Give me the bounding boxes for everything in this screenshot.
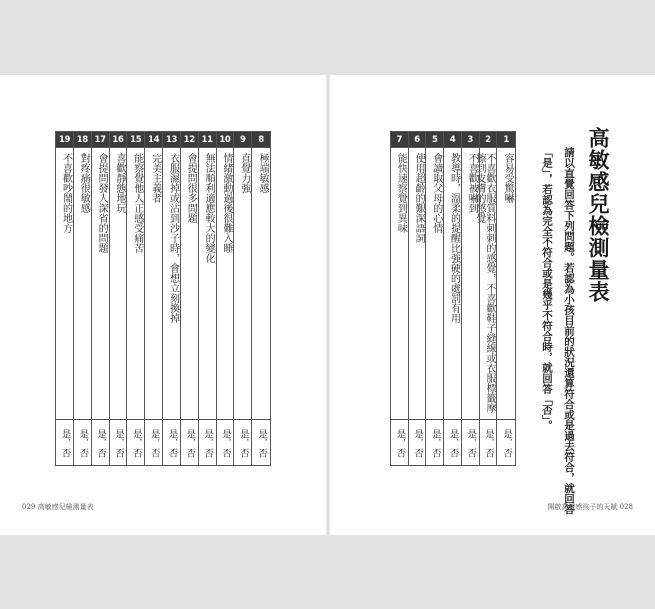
question-column bbox=[181, 132, 199, 465]
yes-no-option[interactable]: 是．否 bbox=[145, 419, 162, 461]
question-column bbox=[92, 132, 110, 465]
question-number: 5 bbox=[426, 132, 443, 148]
right-question-table bbox=[390, 131, 516, 466]
question-number: 4 bbox=[444, 132, 461, 148]
question-number: 17 bbox=[92, 132, 109, 148]
question-number: 11 bbox=[199, 132, 216, 148]
question-column bbox=[252, 132, 270, 465]
question-text: 能快速察覺到異味 bbox=[395, 153, 407, 233]
question-text: 容易受驚嚇 bbox=[502, 153, 514, 203]
question-column bbox=[426, 132, 444, 465]
question-number: 10 bbox=[217, 132, 234, 148]
yes-no-option[interactable]: 是．否 bbox=[444, 419, 461, 461]
yes-no-option[interactable]: 是．否 bbox=[127, 419, 144, 461]
yes-no-option[interactable]: 是．否 bbox=[110, 419, 127, 461]
question-number: 13 bbox=[163, 132, 180, 148]
question-text: 不喜歡被嚇到 bbox=[466, 153, 478, 213]
yes-no-option[interactable]: 是．否 bbox=[426, 419, 443, 461]
yes-no-option[interactable]: 是．否 bbox=[409, 419, 426, 461]
yes-no-option[interactable]: 是．否 bbox=[391, 419, 408, 461]
question-number: 18 bbox=[74, 132, 91, 148]
question-column bbox=[74, 132, 92, 465]
question-number: 7 bbox=[391, 132, 408, 148]
question-text: 對疼痛很敏感 bbox=[78, 153, 90, 213]
question-number: 6 bbox=[409, 132, 426, 148]
question-number: 16 bbox=[110, 132, 127, 148]
question-number: 19 bbox=[56, 132, 73, 148]
question-number: 9 bbox=[234, 132, 251, 148]
yes-no-option[interactable]: 是．否 bbox=[462, 419, 479, 461]
yes-no-option[interactable]: 是．否 bbox=[74, 419, 91, 461]
question-column bbox=[473, 132, 498, 465]
question-column bbox=[409, 132, 427, 465]
question-number: 2 bbox=[480, 132, 497, 148]
question-text: 喜歡靜態地玩 bbox=[113, 153, 125, 213]
yes-no-option[interactable]: 是．否 bbox=[217, 419, 234, 461]
question-number: 8 bbox=[252, 132, 270, 148]
yes-no-option[interactable]: 是．否 bbox=[92, 419, 109, 461]
question-column bbox=[234, 132, 252, 465]
question-text: 會提問發人深省的問題 bbox=[96, 153, 108, 253]
question-number: 3 bbox=[462, 132, 479, 148]
question-text: 會提問很多問題 bbox=[185, 153, 197, 223]
question-text: 不喜歡吵鬧的地方 bbox=[60, 153, 72, 233]
yes-no-option[interactable]: 是．否 bbox=[181, 419, 198, 461]
question-text: 情緒激動過後很難入睡 bbox=[220, 153, 232, 253]
left-question-table bbox=[55, 131, 271, 466]
question-text: 直覺力強 bbox=[238, 153, 250, 193]
question-text: 教導時，溫柔的提醒比強硬的處罰有用 bbox=[448, 153, 460, 323]
question-text: 會讀取父母的心情 bbox=[430, 153, 442, 233]
question-column bbox=[217, 132, 235, 465]
question-column bbox=[444, 132, 462, 465]
question-text: 能察覺他人正感受痛苦 bbox=[131, 153, 143, 253]
question-text: 完美主義者 bbox=[149, 153, 161, 203]
question-text: 極端敏感 bbox=[257, 153, 269, 193]
question-number: 14 bbox=[145, 132, 162, 148]
instruction-line-2: 「是」，若認為完全不符合或是幾乎不符合時，就回答「否」。 bbox=[541, 147, 553, 431]
right-page-footer: 開啟高敏感孩子的天賦 028 bbox=[547, 503, 633, 511]
yes-no-option[interactable]: 是．否 bbox=[199, 419, 216, 461]
question-text: 不喜歡衣服質料刺刺的感覺，不喜歡鞋子縫線或衣服標籤摩擦到皮膚的感覺 bbox=[473, 153, 495, 413]
question-column bbox=[56, 132, 74, 465]
left-page-footer: 029 高敏感兒檢測量表 bbox=[22, 503, 94, 511]
question-text: 使用超齡的艱深語詞 bbox=[413, 153, 425, 243]
question-text: 無法順利適應較大的變化 bbox=[203, 153, 215, 263]
question-column bbox=[391, 132, 409, 465]
yes-no-option[interactable]: 是．否 bbox=[480, 419, 497, 461]
question-column bbox=[199, 132, 217, 465]
question-column bbox=[127, 132, 145, 465]
yes-no-option[interactable]: 是．否 bbox=[497, 419, 515, 461]
yes-no-option[interactable]: 是．否 bbox=[163, 419, 180, 461]
question-column bbox=[110, 132, 128, 465]
instruction-line-1: 請以直覺回答下列問題。若認為小孩目前的狀況還算符合或是過去符合，就回答 bbox=[563, 147, 575, 515]
page-title: 高敏感兒檢測量表 bbox=[586, 127, 610, 303]
question-column bbox=[462, 132, 480, 465]
question-number: 1 bbox=[497, 132, 515, 148]
yes-no-option[interactable]: 是．否 bbox=[234, 419, 251, 461]
question-column bbox=[163, 132, 181, 465]
question-number: 12 bbox=[181, 132, 198, 148]
yes-no-option[interactable]: 是．否 bbox=[252, 419, 270, 461]
question-text: 衣服濕掉或沾到沙子時，會想立刻換掉 bbox=[167, 153, 179, 323]
question-column bbox=[145, 132, 163, 465]
yes-no-option[interactable]: 是．否 bbox=[56, 419, 73, 461]
question-number: 15 bbox=[127, 132, 144, 148]
book-gutter bbox=[325, 75, 331, 535]
question-column bbox=[497, 132, 515, 465]
